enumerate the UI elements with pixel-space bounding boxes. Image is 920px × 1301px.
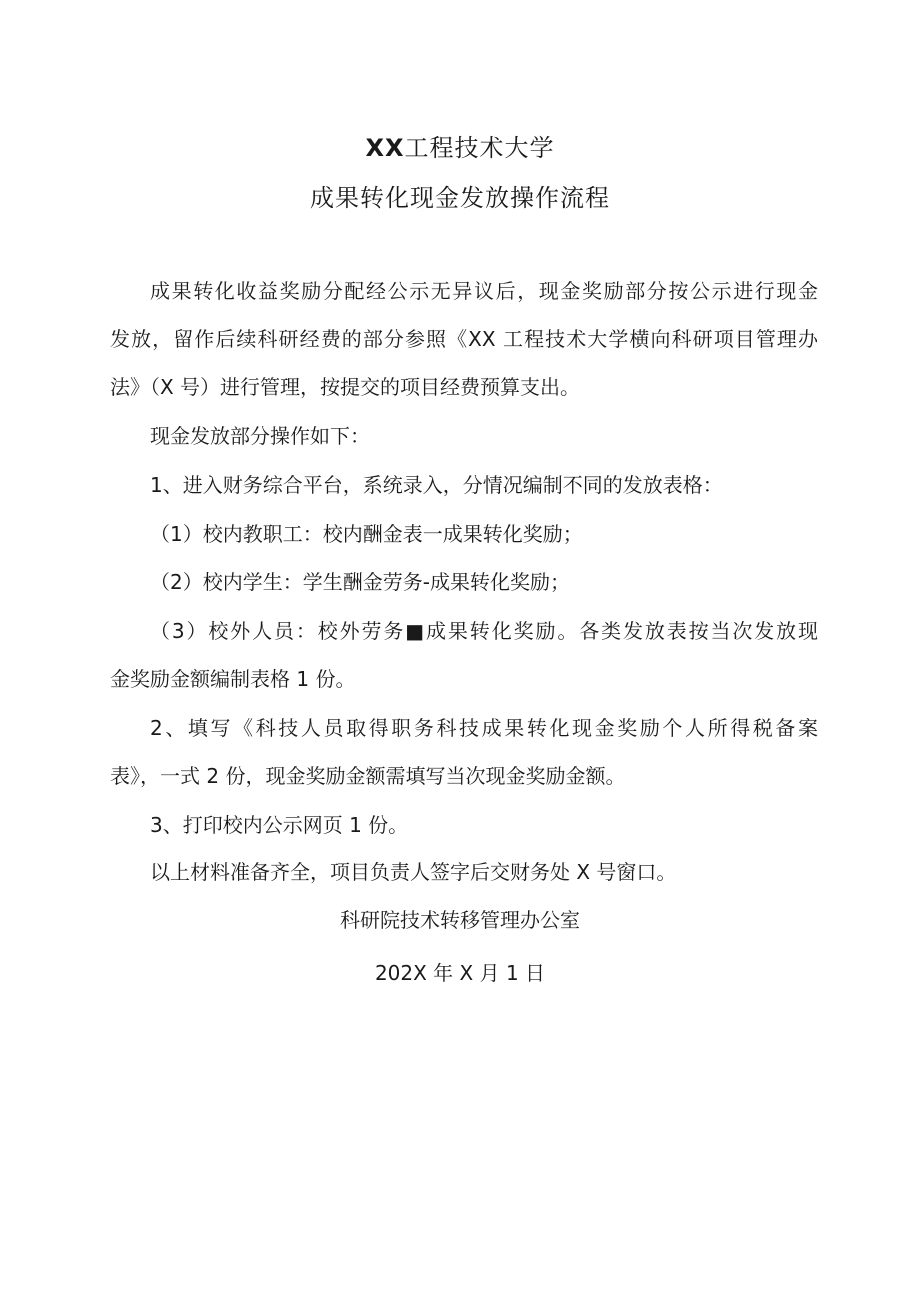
step1-item1: （1）校内教职工：校内酬金表一成果转化奖励； <box>150 522 583 546</box>
document-title-process: 成果转化现金发放操作流程 <box>310 184 610 212</box>
step1-item2: （2）校内学生：学生酬金劳务-成果转化奖励； <box>150 570 570 594</box>
step1: 1、进入财务综合平台，系统录入，分情况编制不同的发放表格： <box>150 473 723 497</box>
title-prefix: XX <box>365 134 405 162</box>
closing-note: 以上材料准备齐全，项目负责人签字后交财务处 X 号窗口。 <box>150 860 677 884</box>
paragraph1-line2: 发放，留作后续科研经费的部分参照《XX 工程技术大学横向科研项目管理办 <box>110 327 818 351</box>
step2-line2: 表》，一式 2 份，现金奖励金额需填写当次现金奖励金额。 <box>110 764 626 788</box>
signature-org: 科研院技术转移管理办公室 <box>340 908 580 932</box>
title-university-name: 工程技术大学 <box>404 134 555 162</box>
step1-continuation: 金奖励金额编制表格 1 份。 <box>110 667 356 691</box>
step3: 3、打印校内公示网页 1 份。 <box>150 813 409 837</box>
step1-item3: （3）校外人员：校外劳务■成果转化奖励。各类发放表按当次发放现 <box>150 619 818 643</box>
step2-line1: 2、填写《科技人员取得职务科技成果转化现金奖励个人所得税备案 <box>150 716 818 740</box>
document-title-university <box>0 128 920 163</box>
paragraph1-line3: 法》（X 号）进行管理，按提交的项目经费预算支出。 <box>110 375 581 399</box>
paragraph1-line1: 成果转化收益奖励分配经公示无异议后，现金奖励部分按公示进行现金 <box>150 279 818 303</box>
paragraph2: 现金发放部分操作如下： <box>150 424 370 448</box>
signature-date: 202X 年 X 月 1 日 <box>374 961 546 985</box>
